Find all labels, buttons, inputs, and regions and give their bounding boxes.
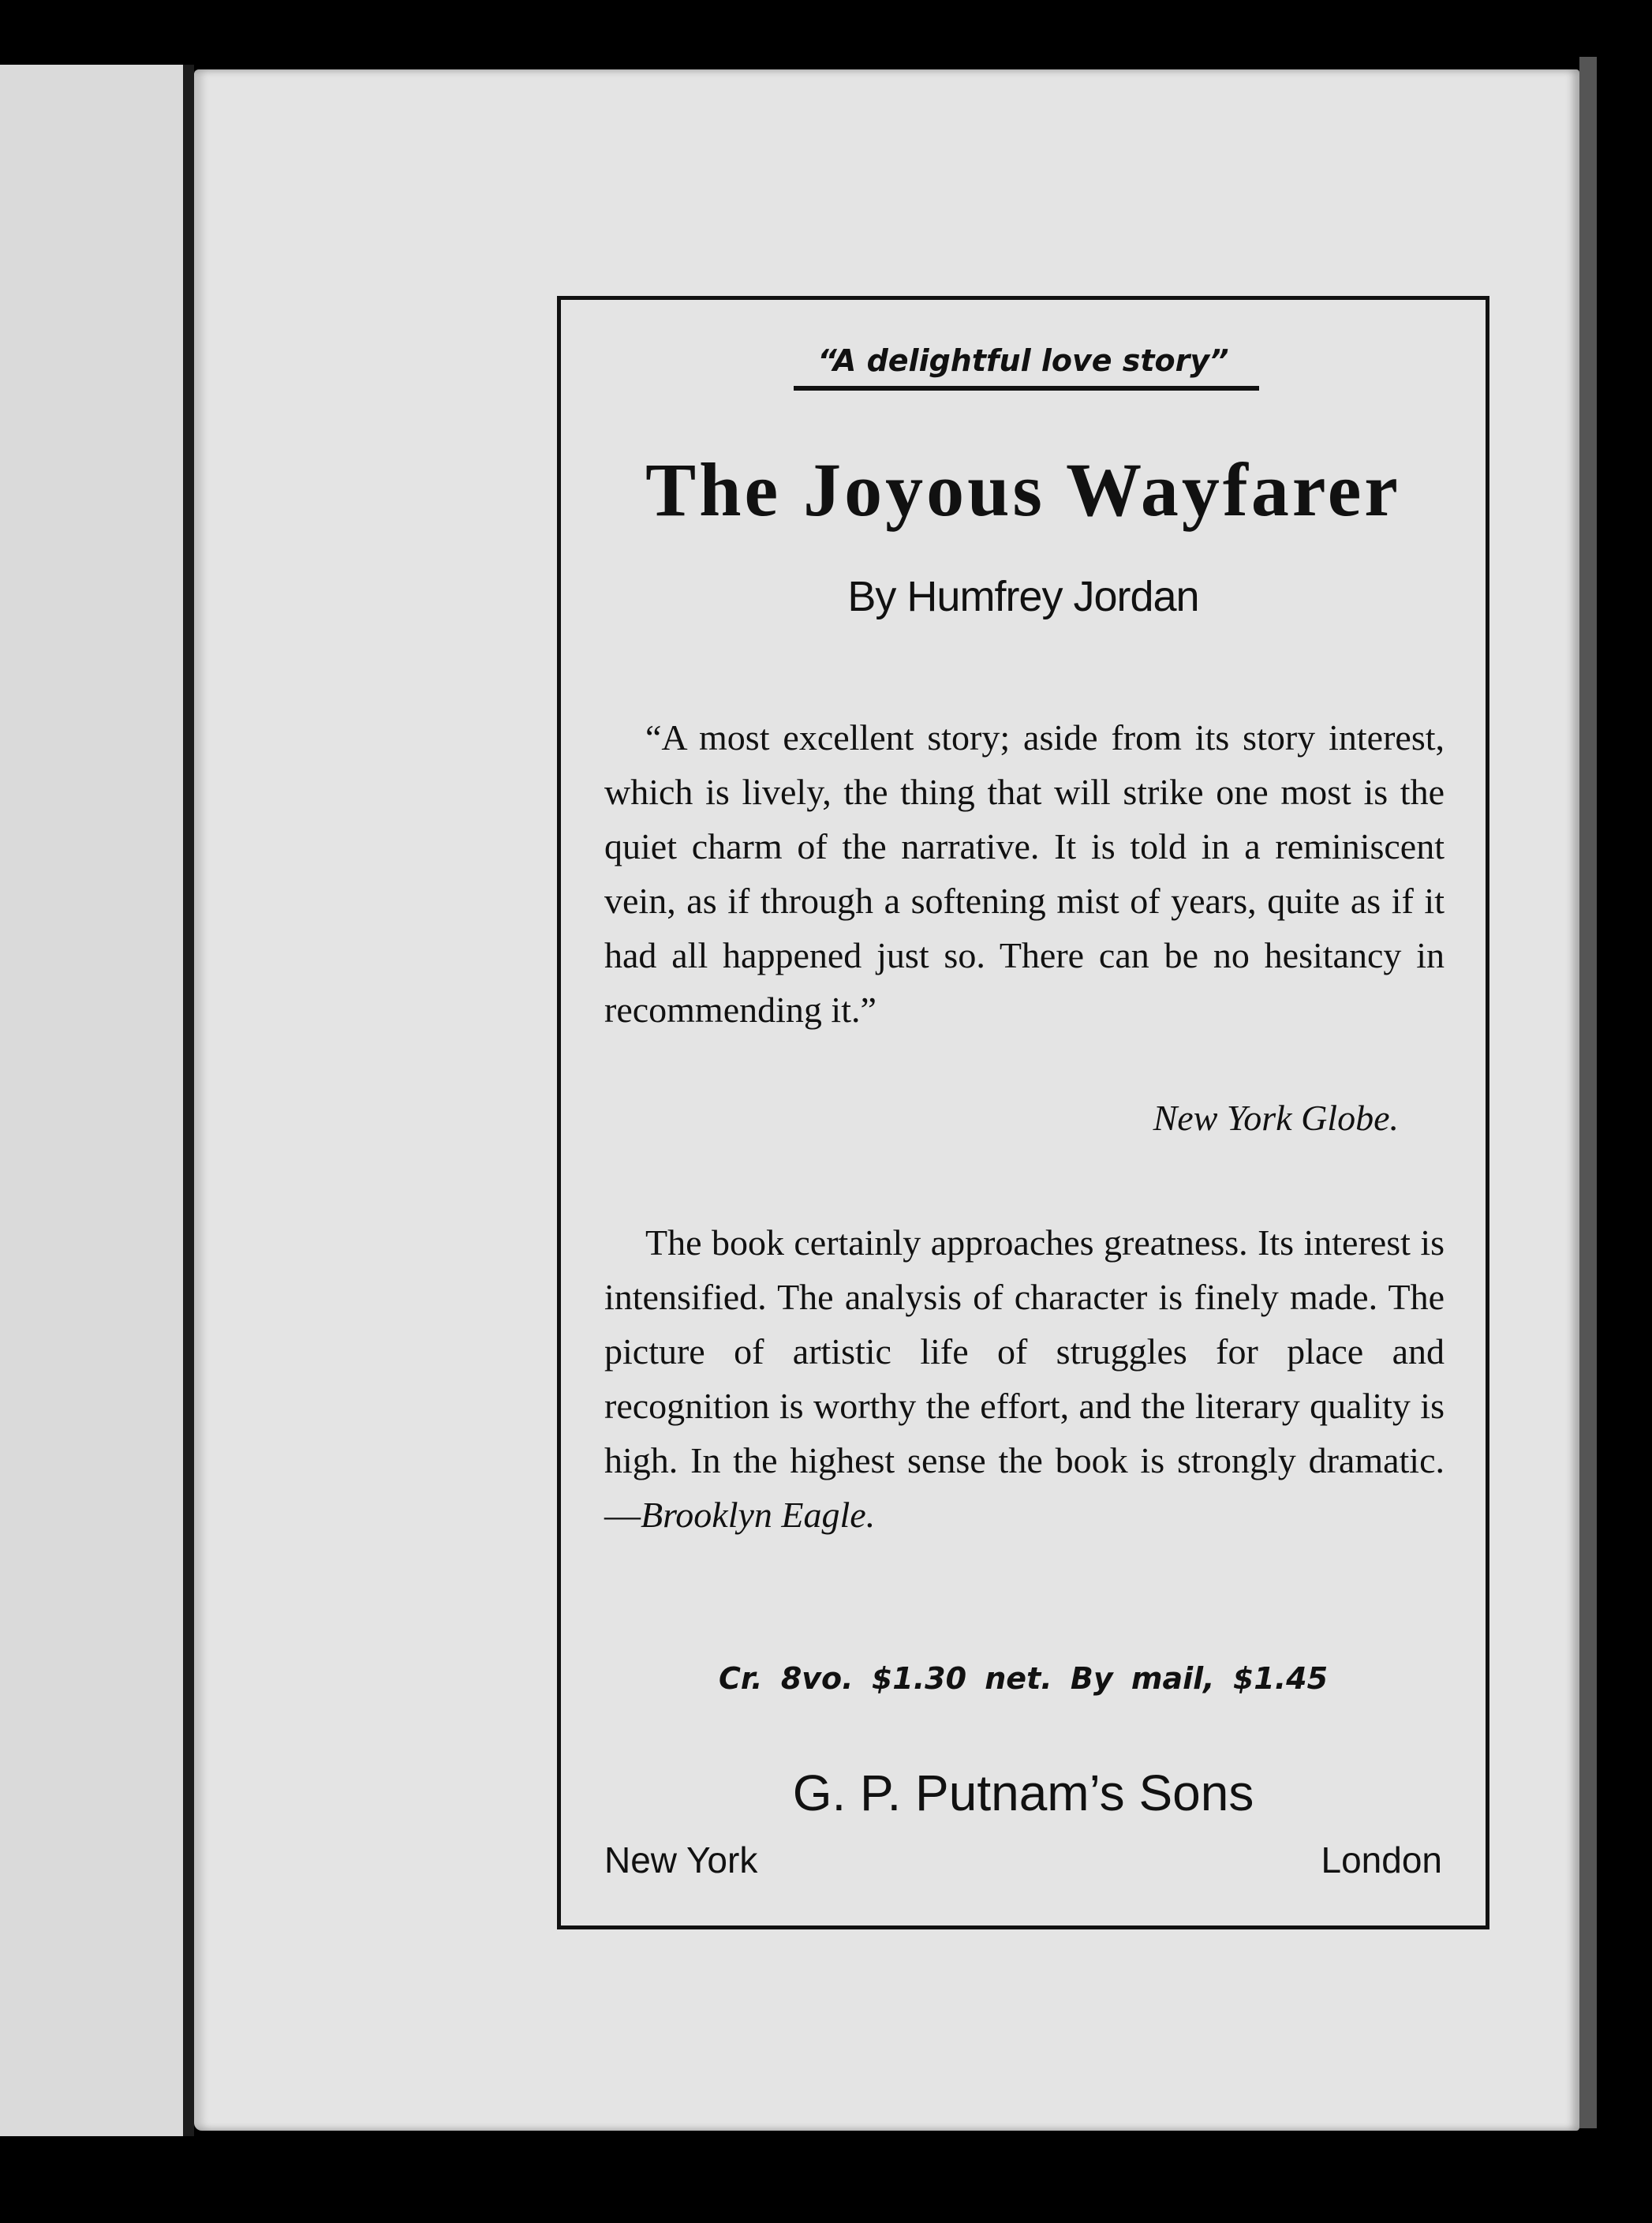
book-author: By Humfrey Jordan (847, 573, 1199, 620)
review-text-body: The book certainly approaches greatness. Its interest is intensified. The analysis of character is finely made. The picture of artistic life of struggles for place and recognition is worthy the effort, and the literary quality is high. In the highest sense the book is strongly dramatic.— (604, 1222, 1445, 1535)
review-brooklyn-eagle (604, 1215, 1445, 1542)
book-gutter (183, 65, 194, 2136)
advertisement-frame (557, 296, 1489, 1929)
book-page (194, 69, 1579, 2131)
tagline: “A delightful love story” (817, 343, 1229, 378)
publisher-city-new-york: New York (604, 1839, 758, 1881)
tagline-underline (794, 386, 1259, 391)
left-page (0, 65, 188, 2136)
price-line: Cr. 8vo. $1.30 net. By mail, $1.45 (718, 1661, 1329, 1696)
review-source: Brooklyn Eagle. (641, 1495, 876, 1535)
review-text (604, 1215, 1445, 1542)
review-text: “A most excellent story; aside from its story interest, which is lively, the thing that will strike one most is the quiet charm of the narrative. It is told in a reminiscent vein, as if through a softening mist of years, quite as if it had all happened just so. There can be no hesitancy in recommending it.” (604, 717, 1445, 1030)
page-edge (1579, 57, 1597, 2128)
book-title: The Joyous Wayfarer (645, 447, 1401, 532)
review-source: New York Globe. (1153, 1098, 1399, 1138)
publisher-name: G. P. Putnam’s Sons (792, 1765, 1254, 1821)
review-new-york-globe (604, 710, 1445, 1037)
publisher-city-london: London (1321, 1839, 1442, 1881)
